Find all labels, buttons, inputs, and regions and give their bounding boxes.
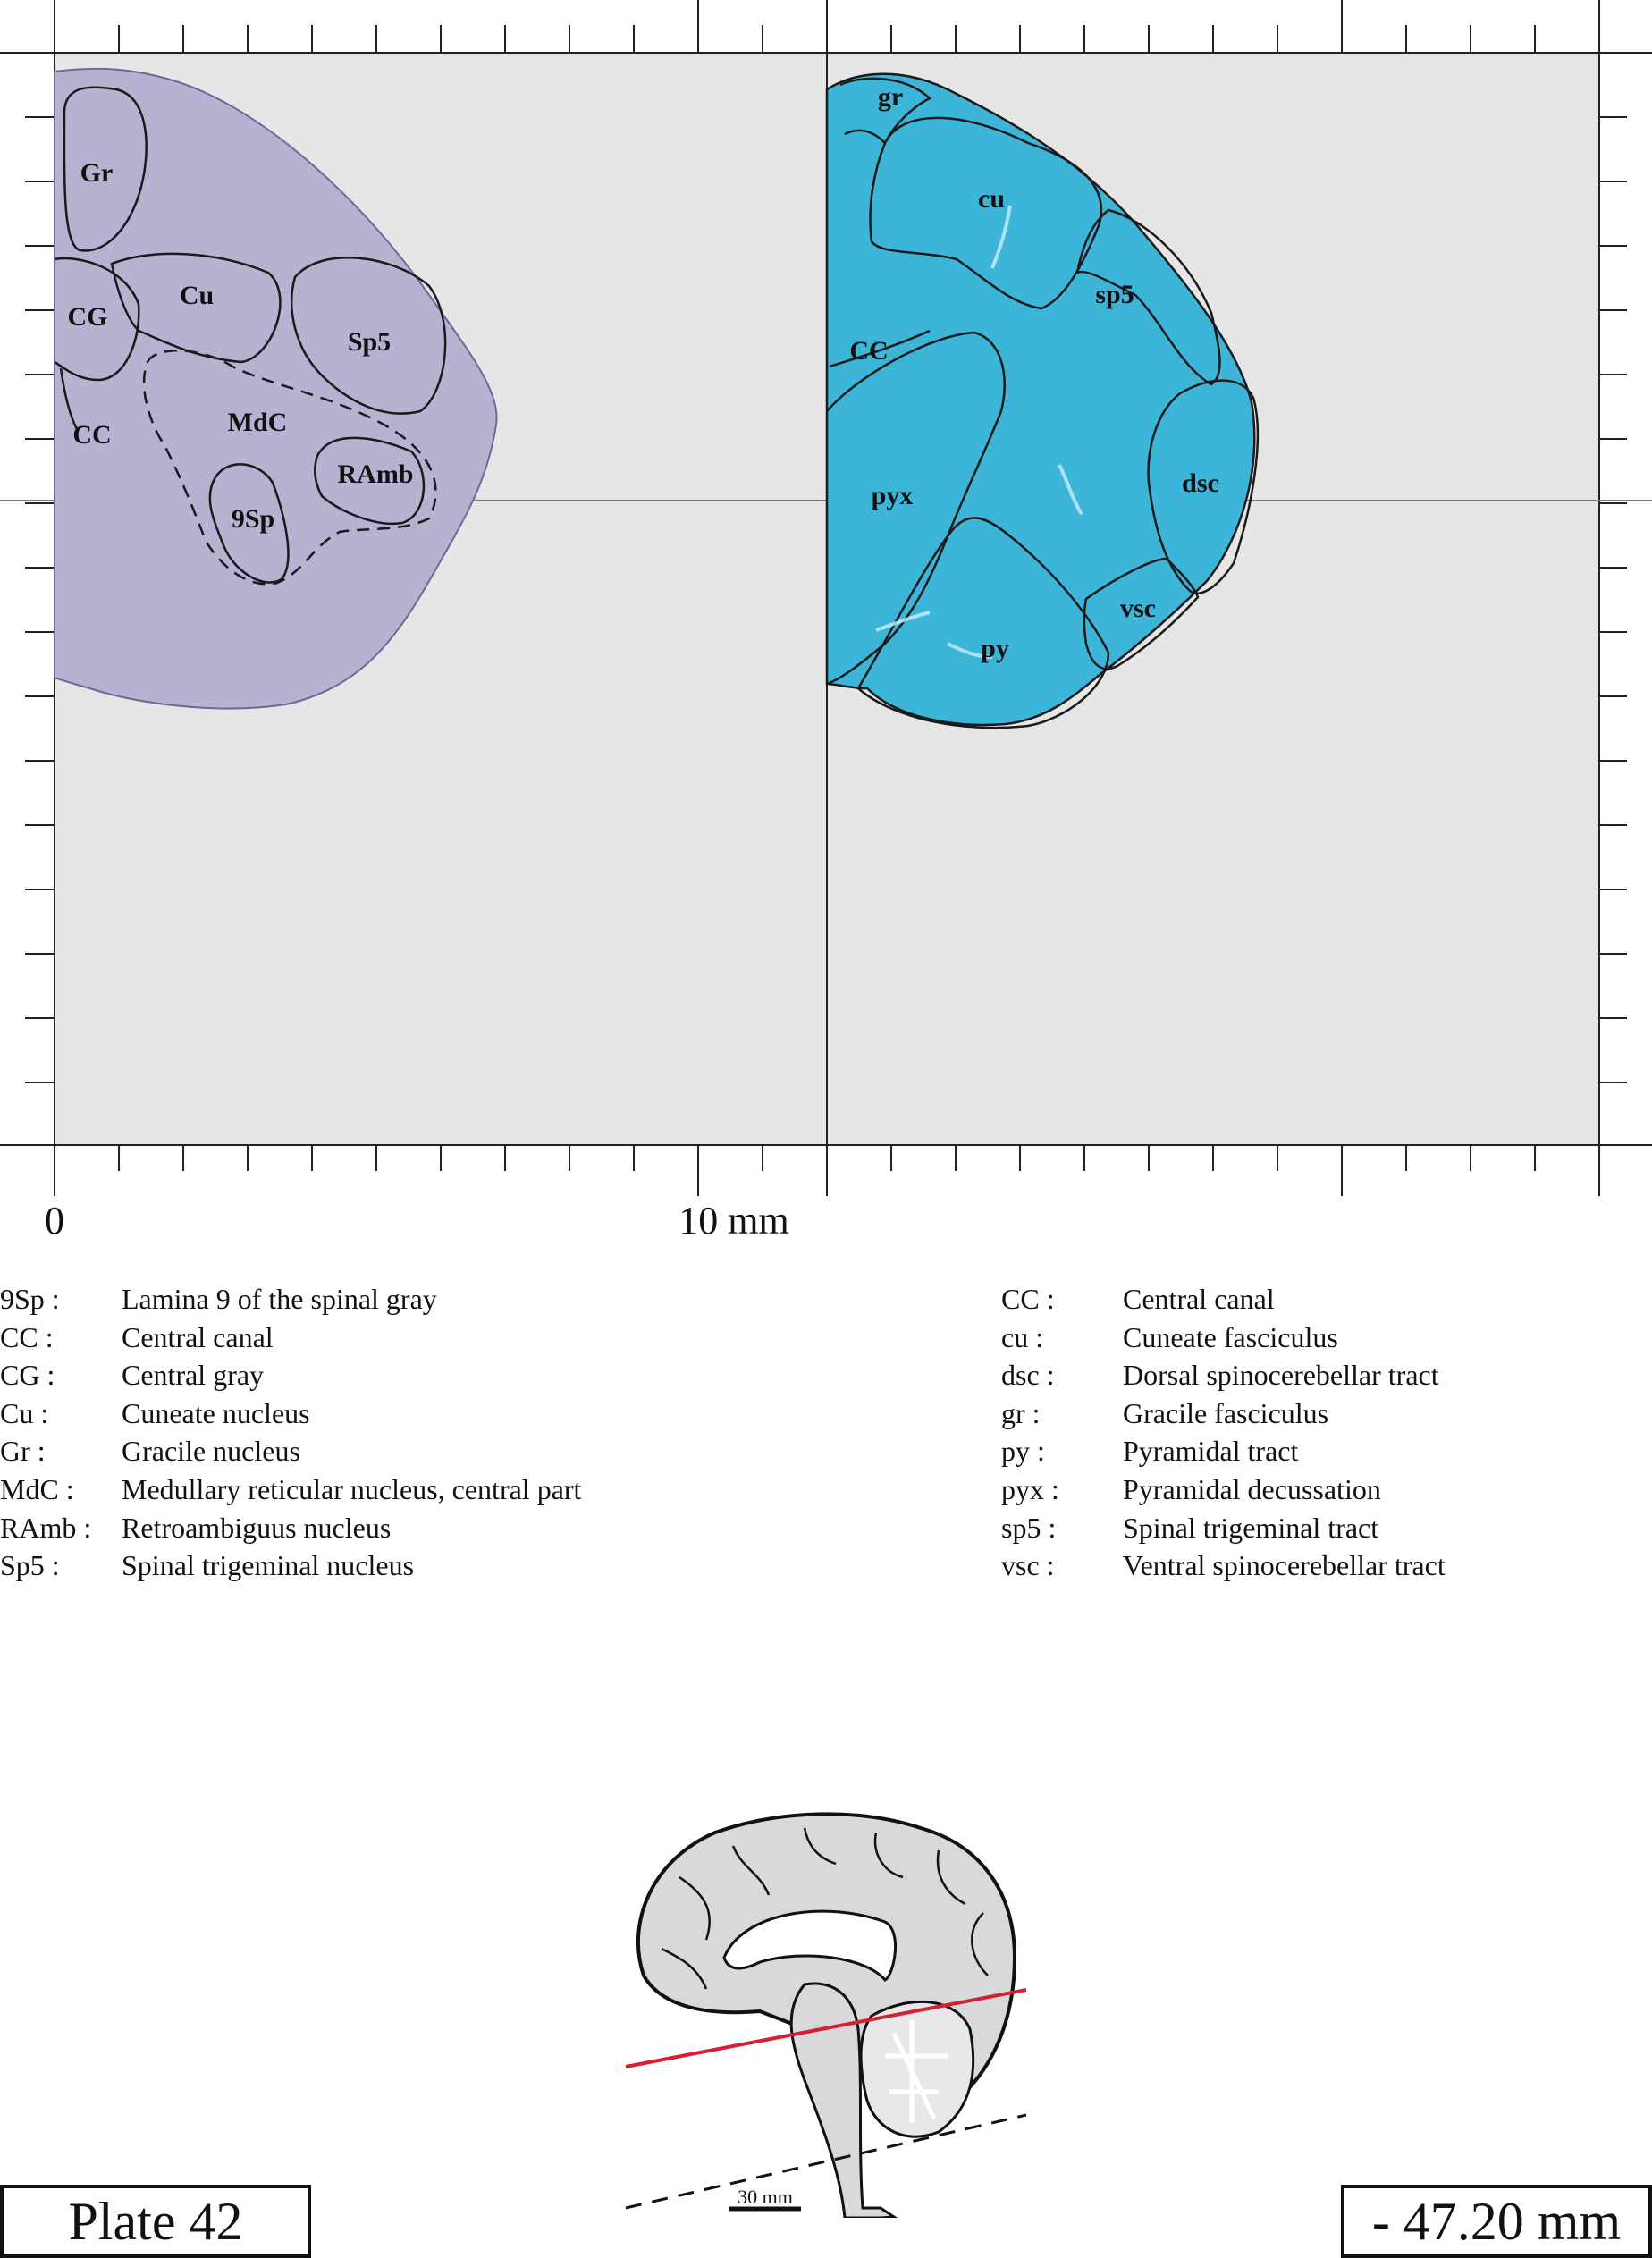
legend-entry	[1001, 1394, 1446, 1433]
label-9sp: 9Sp	[231, 504, 275, 534]
legend-description: Spinal trigeminal nucleus	[122, 1549, 415, 1582]
legend-abbreviation: py :	[1001, 1435, 1045, 1468]
legend-abbreviation: cu :	[1001, 1320, 1044, 1353]
legend-description: Spinal trigeminal tract	[1123, 1511, 1379, 1544]
legend-entry	[1001, 1319, 1446, 1357]
legend-abbreviation: CG :	[0, 1359, 55, 1392]
axis-ten-label: 10 mm	[678, 1199, 789, 1243]
legend-description: Dorsal spinocerebellar tract	[1123, 1359, 1439, 1392]
legend-entry	[1001, 1470, 1446, 1509]
label-dsc: dsc	[1182, 468, 1219, 498]
legend-description: Pyramidal tract	[1123, 1435, 1299, 1468]
legend-entry	[1001, 1546, 1446, 1585]
legend-abbreviation: CC :	[0, 1320, 54, 1353]
label-ramb: RAmb	[337, 459, 414, 489]
legend-entry	[1001, 1280, 1446, 1319]
legend-abbreviation: RAmb :	[0, 1511, 92, 1544]
legend-right	[1001, 1280, 1446, 1585]
legend-entry	[0, 1470, 581, 1509]
label-gr-tract: gr	[877, 82, 904, 112]
brain-inset	[626, 1814, 1026, 2218]
legend-description: Central canal	[122, 1320, 274, 1353]
legend-abbreviation: 9Sp :	[0, 1283, 60, 1315]
legend-entry	[0, 1546, 581, 1585]
legend-entry	[0, 1394, 581, 1433]
legend-description: Pyramidal decussation	[1123, 1472, 1381, 1505]
legend-abbreviation: Gr :	[0, 1435, 46, 1468]
legend-description: Central canal	[1123, 1283, 1275, 1315]
legend-abbreviation: gr :	[1001, 1396, 1041, 1429]
legend-entry	[0, 1319, 581, 1357]
legend-entry	[1001, 1356, 1446, 1394]
label-gr: Gr	[80, 158, 114, 188]
axis-zero-label: 0	[45, 1199, 64, 1243]
legend-abbreviation: dsc :	[1001, 1359, 1055, 1392]
legend-entry	[0, 1356, 581, 1394]
legend-entry	[1001, 1432, 1446, 1470]
coordinate-label: - 47.20 mm	[1341, 2185, 1652, 2258]
legend-abbreviation: vsc :	[1001, 1549, 1055, 1582]
cerebellum	[861, 2001, 974, 2136]
scale-bar-label: 30 mm	[738, 2186, 793, 2208]
label-py: py	[981, 634, 1009, 663]
legend-description: Central gray	[122, 1359, 265, 1392]
legend-entry	[0, 1280, 581, 1319]
label-cu-tract: cu	[978, 184, 1005, 214]
label-pyx: pyx	[871, 481, 914, 510]
legend-description: Lamina 9 of the spinal gray	[122, 1283, 437, 1315]
plate-number: Plate 42	[0, 2185, 311, 2258]
label-cg: CG	[67, 302, 108, 332]
legend-description: Ventral spinocerebellar tract	[1123, 1549, 1446, 1582]
label-cc-right: CC	[849, 336, 889, 366]
legend-description: Medullary reticular nucleus, central part	[122, 1472, 582, 1505]
legend-left	[0, 1280, 581, 1585]
legend-abbreviation: Cu :	[0, 1396, 49, 1429]
legend-abbreviation: CC :	[1001, 1283, 1055, 1315]
label-cc-left: CC	[72, 420, 112, 450]
legend-abbreviation: MdC :	[0, 1472, 74, 1505]
legend-abbreviation: Sp5 :	[0, 1549, 60, 1582]
legend-entry	[1001, 1509, 1446, 1547]
label-sp5-tract: sp5	[1095, 280, 1134, 309]
legend-entry	[0, 1509, 581, 1547]
legend-description: Gracile nucleus	[122, 1435, 300, 1468]
label-mdc: MdC	[227, 408, 288, 437]
legend-description: Retroambiguus nucleus	[122, 1511, 392, 1544]
legend-description: Gracile fasciculus	[1123, 1396, 1329, 1429]
legend-description: Cuneate nucleus	[122, 1396, 310, 1429]
legend-abbreviation: sp5 :	[1001, 1511, 1057, 1544]
legend-entry	[0, 1432, 581, 1470]
label-vsc: vsc	[1120, 594, 1156, 623]
label-sp5: Sp5	[347, 327, 392, 357]
legend-description: Cuneate fasciculus	[1123, 1320, 1338, 1353]
label-cu: Cu	[179, 281, 215, 310]
legend-abbreviation: pyx :	[1001, 1472, 1059, 1505]
